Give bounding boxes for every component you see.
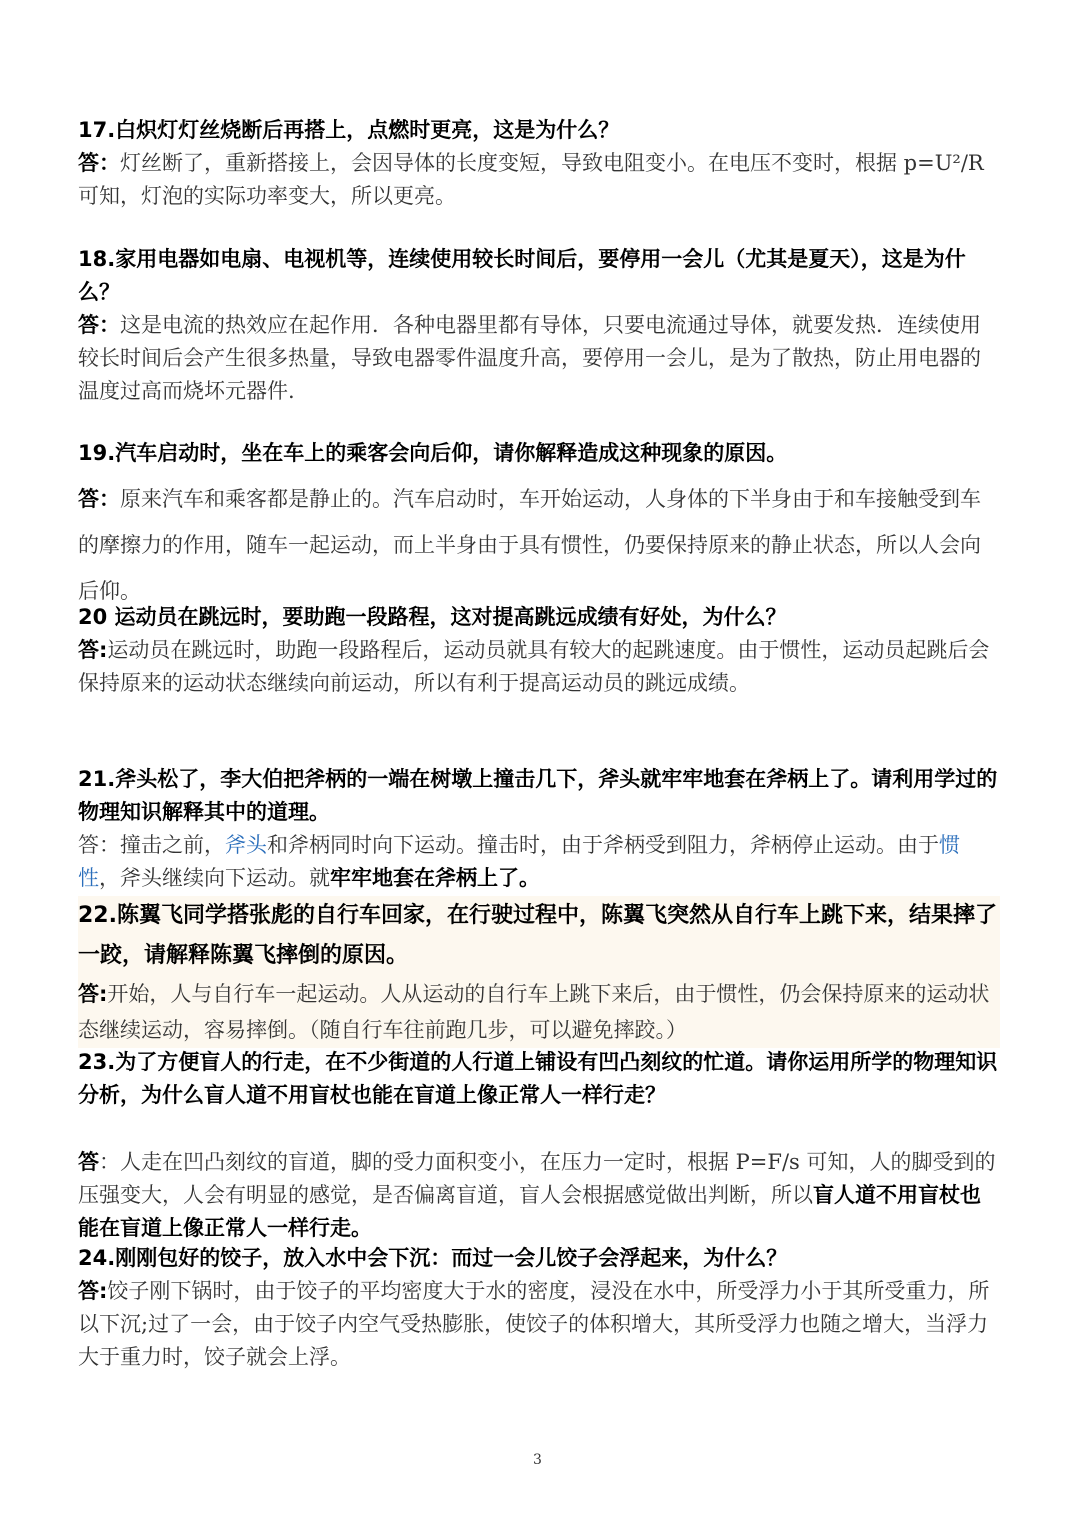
answer-label: 答： — [78, 833, 120, 857]
page-number: 3 — [533, 1452, 542, 1468]
answer-label: 答 — [78, 1150, 99, 1174]
answer-label: 答: — [78, 982, 108, 1006]
question-block-21 — [78, 763, 1000, 895]
question-19: 19.汽车启动时，坐在车上的乘客会向后仰，请你解释造成这种现象的原因。 — [78, 441, 788, 465]
answer-24 — [78, 1275, 1000, 1374]
answer-text: 灯丝断了，重新搭接上，会因导体的长度变短，导致电阻变小。在电压不变时，根据 p=U²/R 可知，灯泡的实际功率变大，所以更亮。 — [78, 151, 984, 208]
answer-23 — [78, 1146, 1000, 1245]
answer-22 — [78, 976, 1000, 1048]
answer-label: 答: — [78, 1279, 108, 1303]
answer-text: 开始，人与自行车一起运动。人从运动的自行车上跳下来后，由于惯性，仍会保持原来的运动状态继续运动，容易摔倒。（随自行车往前跑几步，可以避免摔跤。） — [78, 982, 990, 1042]
question-block-22 — [78, 896, 1000, 1048]
answer-label: 答： — [78, 487, 120, 511]
question-block-18 — [78, 243, 1000, 408]
question-block-19 — [78, 437, 1000, 614]
answer-20 — [78, 634, 1000, 700]
question-18: 18.家用电器如电扇、电视机等，连续使用较长时间后，要停用一会儿（尤其是夏天），这是为什么？ — [78, 247, 966, 304]
answer-text: 这是电流的热效应在起作用．各种电器里都有导体，只要电流通过导体，就要发热．连续使用较长时间后会产生很多热量，导致电器零件温度升高，要停用一会儿，是为了散热，防止用电器的温度过高而烧坏元器件. — [78, 313, 981, 403]
answer-18 — [78, 309, 1000, 408]
answer-17 — [78, 147, 1000, 213]
answer-text: ：人走在凹凸刻纹的盲道，脚的受力面积变小，在压力一定时，根据 P=F/s 可知，人的脚受到的压强变大，人会有明显的感觉，是否偏离盲道，盲人会根据感觉做出判断，所以 — [78, 1150, 996, 1207]
answer-text: 运动员在跳远时，助跑一段路程后，运动员就具有较大的起跳速度。由于惯性，运动员起跳后会保持原来的运动状态继续向前运动，所以有利于提高运动员的跳远成绩。 — [78, 638, 990, 695]
answer-text: 撞击之前， — [120, 833, 225, 857]
answer-text: 和斧柄同时向下运动。撞击时，由于斧柄受到阻力，斧柄停止运动。由于 — [267, 833, 939, 857]
question-block-20 — [78, 601, 1000, 700]
question-23: 23.为了方便盲人的行走，在不少街道的人行道上铺设有凹凸刻纹的忙道。请你运用所学的物理知识分析，为什么盲人道不用盲杖也能在盲道上像正常人一样行走？ — [78, 1050, 998, 1107]
answer-label: 答: — [78, 638, 108, 662]
answer-label: 答： — [78, 151, 120, 175]
question-block-23 — [78, 1046, 1000, 1245]
question-24: 24.刚刚包好的饺子，放入水中会下沉：而过一会儿饺子会浮起来，为什么？ — [78, 1246, 788, 1270]
answer-19 — [78, 476, 1000, 614]
question-21: 21.斧头松了，李大伯把斧柄的一端在树墩上撞击几下，斧头就牢牢地套在斧柄上了。请利用学过的物理知识解释其中的道理。 — [78, 767, 998, 824]
term-link-axe-head[interactable]: 斧头 — [225, 833, 267, 857]
answer-label: 答： — [78, 313, 120, 337]
answer-21 — [78, 829, 1000, 895]
answer-emphasis: 盲人道不用盲杖也能在盲道上像正常人一样行走。 — [78, 1183, 981, 1240]
question-20: 20 运动员在跳远时，要助跑一段路程，这对提高跳远成绩有好处，为什么？ — [78, 605, 787, 629]
question-22: 22.陈翼飞同学搭张彪的自行车回家，在行驶过程中，陈翼飞突然从自行车上跳下来，结果摔了一跤，请解释陈翼飞摔倒的原因。 — [78, 903, 997, 968]
term-link-inertia[interactable]: 惯性 — [78, 833, 960, 890]
question-block-24 — [78, 1242, 1000, 1374]
answer-emphasis: 牢牢地套在斧柄上了。 — [330, 866, 540, 890]
answer-text: ，斧头继续向下运动。就 — [99, 866, 330, 890]
question-17: 17.白炽灯灯丝烧断后再搭上，点燃时更亮，这是为什么？ — [78, 118, 620, 142]
answer-text: 饺子刚下锅时，由于饺子的平均密度大于水的密度，浸没在水中，所受浮力小于其所受重力，所以下沉;过了一会，由于饺子内空气受热膨胀，使饺子的体积增大，其所受浮力也随之增大，当浮力大于重力时，饺子就会上浮。 — [78, 1279, 990, 1369]
answer-text: 原来汽车和乘客都是静止的。汽车启动时，车开始运动，人身体的下半身由于和车接触受到车的摩擦力的作用，随车一起运动，而上半身由于具有惯性，仍要保持原来的静止状态，所以人会向后仰。 — [78, 487, 981, 603]
question-block-17 — [78, 114, 1000, 213]
